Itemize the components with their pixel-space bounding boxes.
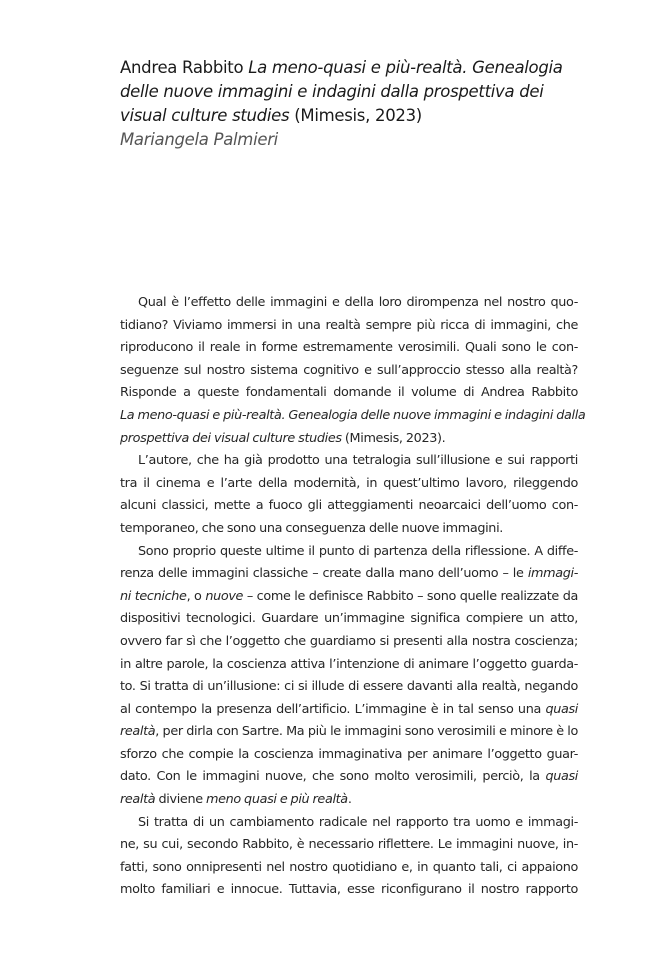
text-fragment: – come le definisce Rabbito – sono quelle realizzate da: [243, 588, 578, 604]
italic-fragment: realtà: [120, 724, 156, 740]
text-line: [120, 699, 578, 722]
text-line: [120, 721, 578, 744]
text-line: fatti, sono onnipresenti nel nostro quotidiano e, in quanto tali, ci appaiono: [120, 859, 578, 875]
text-fragment: al contempo la presenza dell’artificio. L’immagine è in tal senso una: [120, 701, 546, 717]
text-line: Qual è l’effetto delle immagini e della loro dirompenza nel nostro quo-: [138, 295, 578, 310]
text-fragment: renza delle immagini classiche – create dalla mano dell’uomo – le: [120, 566, 528, 582]
italic-fragment: prospettiva dei visual culture studies: [120, 430, 342, 446]
text-fragment: (Mimesis, 2023).: [341, 430, 446, 446]
text-line: riproducono il reale in forme estremamente verosimili. Quali sono le con-: [120, 340, 578, 356]
italic-fragment: meno quasi e più realtà: [205, 792, 348, 808]
title-book-name-part-3: visual culture studies: [120, 106, 290, 125]
text-fragment: , o: [186, 588, 206, 604]
text-fragment: , per dirla con Sartre. Ma più le immagini sono verosimili e minore è lo: [155, 724, 578, 740]
text-line: dispositivi tecnologici. Guardare un’immagine significa compiere un atto,: [120, 611, 578, 627]
text-line: tra il cinema e l’arte della modernità, in quest’ultimo lavoro, rileggendo: [120, 475, 578, 491]
paragraph-3: [120, 541, 578, 812]
text-line: temporaneo, che sono una conseguenza delle nuove immagini.: [120, 520, 503, 536]
text-line: to. Si tratta di un’illusione: ci si illude di essere davanti alla realtà, negando: [120, 679, 578, 695]
review-title: [120, 56, 590, 128]
paragraph-2: [120, 450, 578, 540]
text-fragment: diviene: [155, 792, 206, 808]
italic-fragment: quasi: [545, 701, 578, 717]
review-header: [120, 56, 590, 152]
italic-fragment: ni tecniche: [120, 588, 187, 604]
text-line: sforzo che compie la coscienza immaginativa per animare l’oggetto guar-: [120, 746, 578, 762]
text-line: L’autore, che ha già prodotto una tetralogia sull’illusione e sui rapporti: [138, 453, 578, 469]
paragraph-4: [120, 812, 578, 902]
review-author: Mariangela Palmieri: [120, 130, 278, 149]
text-line: [120, 428, 578, 451]
text-line: molto familiari e innocue. Tuttavia, esse riconfigurano il nostro rapporto: [120, 882, 578, 898]
text-line: tidiano? Viviamo immersi in una realtà sempre più ricca di immagini, che: [120, 317, 578, 333]
paragraph-1: [120, 292, 586, 450]
text-line: [120, 789, 578, 812]
text-fragment: dato. Con le immagini nuove, che sono molto verosimili, perciò, la: [120, 769, 546, 785]
title-book-name-part-1: La meno-quasi e più-realtà. Genealogia: [248, 58, 563, 77]
title-book-name-part-2: delle nuove immagini e indagini dalla prospettiva dei: [120, 82, 544, 101]
text-line: alcuni classici, mette a fuoco gli atteggiamenti neoarcaici dell’uomo con-: [120, 498, 578, 514]
text-line: seguenze sul nostro sistema cognitivo e sull’approccio stesso alla realtà?: [120, 362, 578, 378]
title-publisher: (Mimesis, 2023): [289, 106, 422, 125]
italic-fragment: realtà: [120, 792, 156, 808]
text-line: Sono proprio queste ultime il punto di partenza della riflessione. A diffe-: [138, 543, 578, 559]
text-line: in altre parole, la coscienza attiva l’intenzione di animare l’oggetto guarda-: [120, 656, 578, 672]
italic-fragment: immagi-: [527, 566, 578, 582]
review-body: [120, 292, 586, 902]
text-line: La meno-quasi e più-realtà. Genealogia delle nuove immagini e indagini dalla: [120, 407, 586, 423]
text-line: [120, 586, 578, 609]
text-fragment: .: [347, 792, 352, 808]
italic-fragment: quasi: [545, 769, 578, 785]
text-line: ovvero far sì che l’oggetto che guardiamo si presenti alla nostra coscienza;: [120, 633, 578, 649]
text-line: [120, 766, 578, 789]
text-line: Si tratta di un cambiamento radicale nel rapporto tra uomo e immagi-: [138, 814, 578, 830]
text-line: Risponde a queste fondamentali domande il volume di Andrea Rabbito: [120, 385, 578, 401]
text-line: ne, su cui, secondo Rabbito, è necessario riflettere. Le immagini nuove, in-: [120, 837, 578, 853]
title-book-author: Andrea Rabbito: [120, 58, 249, 77]
text-line: [120, 563, 578, 586]
italic-fragment: nuove: [205, 588, 244, 604]
